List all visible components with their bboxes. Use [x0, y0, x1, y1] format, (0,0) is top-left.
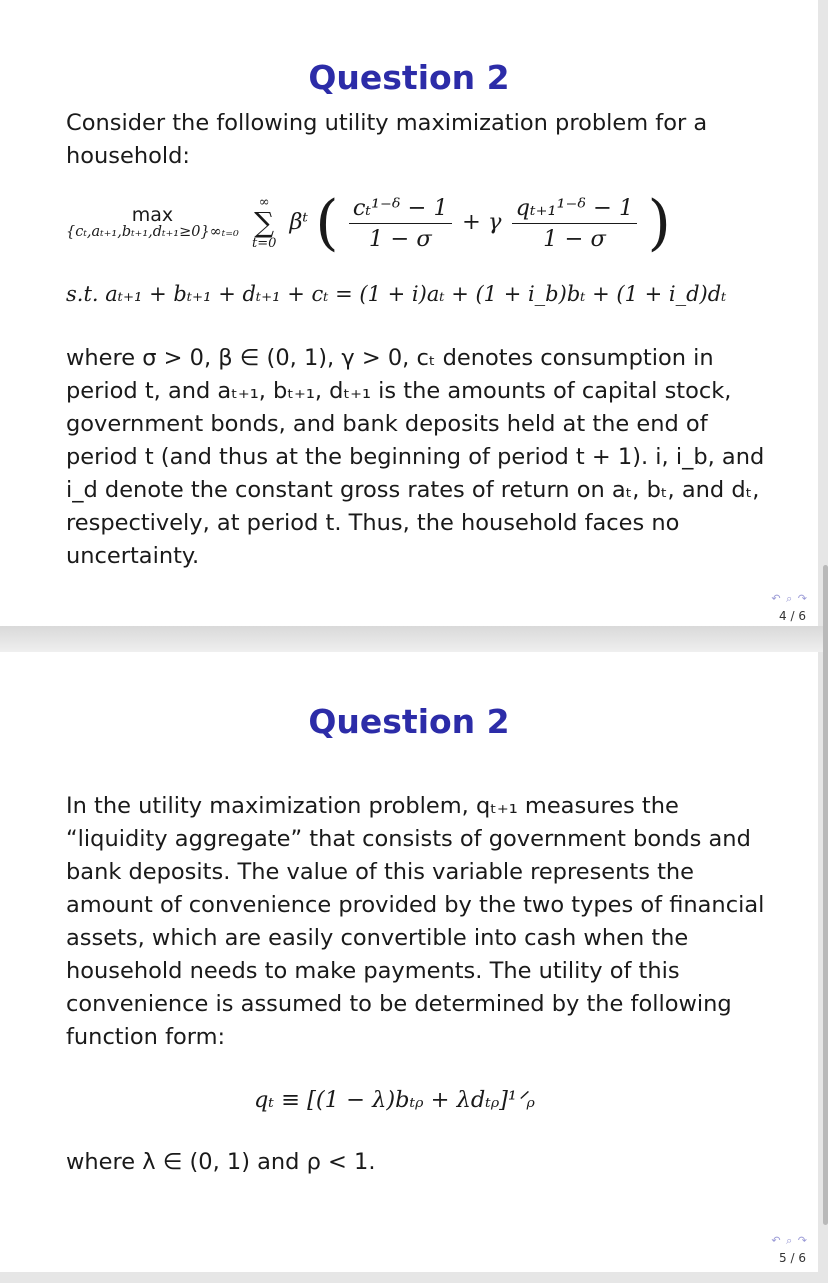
slide-divider [0, 626, 828, 652]
para-line: assets, which are easily convertible into cash when the [66, 925, 689, 951]
where-line: respectively, at period t. Thus, the household faces no [66, 510, 680, 536]
fraction-consumption [349, 195, 452, 252]
para-line: “liquidity aggregate” that consists of government bonds and [66, 826, 751, 852]
sum-operator [252, 196, 276, 250]
scrollbar[interactable] [823, 565, 828, 1225]
where-line: period t (and thus at the beginning of period t + 1). i, i_b, and [66, 444, 765, 470]
where-line: uncertainty. [66, 543, 200, 569]
intro-line-1: Consider the following utility maximization problem for a [66, 110, 708, 136]
para-line: amount of convenience provided by the two types of financial [66, 892, 765, 918]
plus-gamma: + γ [462, 209, 502, 235]
where-line: i_d denote the constant gross rates of return on aₜ, bₜ, and dₜ, [66, 477, 760, 503]
para-line: function form: [66, 1024, 226, 1050]
where-line: period t, and aₜ₊₁, bₜ₊₁, dₜ₊₁ is the amounts of capital stock, [66, 378, 732, 404]
frac1-numerator: cₜ¹⁻ᵟ − 1 [349, 195, 452, 224]
nav-icons[interactable]: ↶ ⌕ ↷ [771, 1234, 808, 1247]
right-paren: ) [647, 188, 671, 258]
para-line: household needs to make payments. The utility of this [66, 958, 680, 984]
liquidity-aggregate-equation: qₜ ≡ [(1 − λ)bₜᵨ + λdₜᵨ]¹ᐟᵨ [254, 1087, 535, 1113]
where-line: government bonds, and bank deposits held at the end of [66, 411, 708, 437]
para-line: bank deposits. The value of this variable represents the [66, 859, 695, 885]
slide-4 [0, 0, 818, 626]
frac2-numerator: qₜ₊₁¹⁻ᵟ − 1 [512, 195, 638, 224]
budget-constraint: s.t. aₜ₊₁ + bₜ₊₁ + dₜ₊₁ + cₜ = (1 + i)aₜ + (1 + i_b)bₜ + (1 + i_d)dₜ [66, 282, 727, 306]
intro-paragraph [66, 107, 796, 173]
para-line: In the utility maximization problem, qₜ₊₁ measures the [66, 793, 679, 819]
left-paren: ( [315, 188, 339, 258]
beta-power: βᵗ [289, 209, 309, 235]
frac2-denominator: 1 − σ [543, 225, 606, 252]
para-line: convenience is assumed to be determined by the following [66, 991, 732, 1017]
max-operator [66, 205, 239, 242]
sigma-symbol: ∑ [254, 206, 275, 239]
max-word: max [131, 203, 174, 226]
sum-bottom: t=0 [251, 236, 277, 251]
where-line: where σ > 0, β ∈ (0, 1), γ > 0, cₜ denotes consumption in [66, 345, 714, 371]
slide-title: Question 2 [308, 58, 510, 97]
where-lambda-line: where λ ∈ (0, 1) and ρ < 1. [66, 1149, 376, 1175]
intro-line-2: household: [66, 143, 190, 169]
slide-title: Question 2 [308, 702, 510, 741]
liquidity-paragraph [66, 790, 796, 1054]
slide-5 [0, 652, 818, 1272]
max-subscript: {cₜ,aₜ₊₁,bₜ₊₁,dₜ₊₁≥0}∞ₜ₌₀ [66, 224, 239, 241]
where-paragraph [66, 342, 796, 573]
page-number: 5 / 6 [779, 1251, 806, 1265]
nav-icons[interactable]: ↶ ⌕ ↷ [771, 592, 808, 605]
fraction-liquidity [512, 195, 638, 252]
frac1-denominator: 1 − σ [368, 225, 432, 252]
objective-equation [66, 188, 671, 258]
page-number: 4 / 6 [779, 609, 806, 623]
sum-top: ∞ [258, 195, 270, 210]
